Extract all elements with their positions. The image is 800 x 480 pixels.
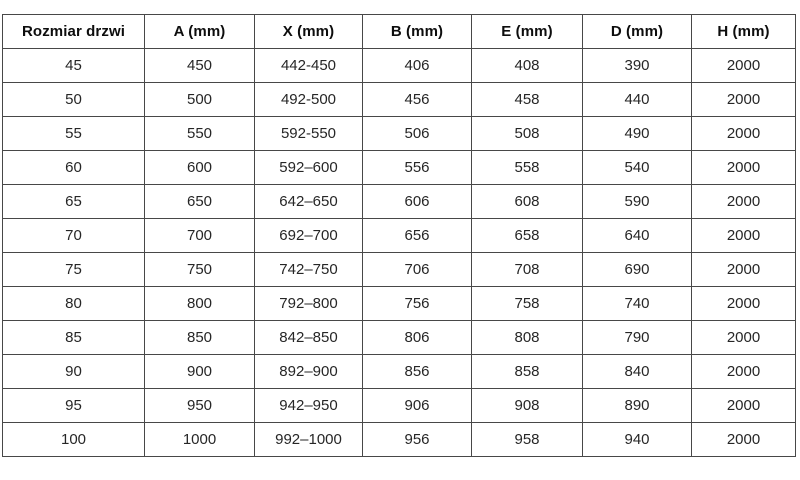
table-cell: 850 xyxy=(145,321,255,355)
table-cell: 950 xyxy=(145,389,255,423)
table-cell: 2000 xyxy=(692,423,796,457)
table-row xyxy=(3,117,796,151)
table-row xyxy=(3,389,796,423)
table-cell: 956 xyxy=(363,423,472,457)
column-header: A (mm) xyxy=(145,15,255,49)
table-cell: 808 xyxy=(472,321,583,355)
table-cell: 658 xyxy=(472,219,583,253)
table-cell: 2000 xyxy=(692,287,796,321)
table-cell: 656 xyxy=(363,219,472,253)
column-header: H (mm) xyxy=(692,15,796,49)
table-cell: 100 xyxy=(3,423,145,457)
table-row xyxy=(3,321,796,355)
door-size-table xyxy=(2,14,796,457)
table-row xyxy=(3,83,796,117)
table-cell: 650 xyxy=(145,185,255,219)
table-cell: 692–700 xyxy=(255,219,363,253)
table-cell: 55 xyxy=(3,117,145,151)
table-cell: 690 xyxy=(583,253,692,287)
table-cell: 2000 xyxy=(692,389,796,423)
table-cell: 442-450 xyxy=(255,49,363,83)
table-cell: 50 xyxy=(3,83,145,117)
table-cell: 740 xyxy=(583,287,692,321)
table-cell: 390 xyxy=(583,49,692,83)
table-cell: 60 xyxy=(3,151,145,185)
table-cell: 80 xyxy=(3,287,145,321)
table-cell: 406 xyxy=(363,49,472,83)
table-cell: 792–800 xyxy=(255,287,363,321)
table-cell: 1000 xyxy=(145,423,255,457)
table-cell: 742–750 xyxy=(255,253,363,287)
table-cell: 2000 xyxy=(692,321,796,355)
table-cell: 942–950 xyxy=(255,389,363,423)
table-cell: 70 xyxy=(3,219,145,253)
table-row xyxy=(3,219,796,253)
table-cell: 75 xyxy=(3,253,145,287)
table-cell: 890 xyxy=(583,389,692,423)
table-cell: 592-550 xyxy=(255,117,363,151)
table-cell: 708 xyxy=(472,253,583,287)
column-header: D (mm) xyxy=(583,15,692,49)
table-cell: 940 xyxy=(583,423,692,457)
table-cell: 642–650 xyxy=(255,185,363,219)
table-cell: 90 xyxy=(3,355,145,389)
table-cell: 45 xyxy=(3,49,145,83)
table-header xyxy=(3,15,796,49)
table-cell: 840 xyxy=(583,355,692,389)
table-cell: 790 xyxy=(583,321,692,355)
table-cell: 558 xyxy=(472,151,583,185)
table-cell: 750 xyxy=(145,253,255,287)
table-row xyxy=(3,253,796,287)
table-cell: 2000 xyxy=(692,151,796,185)
table-row xyxy=(3,423,796,457)
table-cell: 706 xyxy=(363,253,472,287)
table-cell: 2000 xyxy=(692,83,796,117)
table-cell: 492-500 xyxy=(255,83,363,117)
table-cell: 906 xyxy=(363,389,472,423)
table-cell: 2000 xyxy=(692,253,796,287)
table-row xyxy=(3,151,796,185)
table-cell: 900 xyxy=(145,355,255,389)
table-row xyxy=(3,355,796,389)
table-cell: 65 xyxy=(3,185,145,219)
table-cell: 908 xyxy=(472,389,583,423)
table-cell: 490 xyxy=(583,117,692,151)
table-cell: 440 xyxy=(583,83,692,117)
table-cell: 456 xyxy=(363,83,472,117)
table-cell: 592–600 xyxy=(255,151,363,185)
table-cell: 506 xyxy=(363,117,472,151)
column-header: B (mm) xyxy=(363,15,472,49)
table-cell: 500 xyxy=(145,83,255,117)
table-row xyxy=(3,185,796,219)
table-cell: 606 xyxy=(363,185,472,219)
table-cell: 856 xyxy=(363,355,472,389)
table-row xyxy=(3,287,796,321)
table-cell: 458 xyxy=(472,83,583,117)
table-cell: 2000 xyxy=(692,185,796,219)
header-row xyxy=(3,15,796,49)
table-cell: 2000 xyxy=(692,49,796,83)
table-cell: 958 xyxy=(472,423,583,457)
table-cell: 600 xyxy=(145,151,255,185)
table-cell: 590 xyxy=(583,185,692,219)
table-cell: 842–850 xyxy=(255,321,363,355)
door-size-spec-page xyxy=(0,14,800,480)
table-cell: 2000 xyxy=(692,117,796,151)
table-cell: 806 xyxy=(363,321,472,355)
table-cell: 508 xyxy=(472,117,583,151)
table-cell: 892–900 xyxy=(255,355,363,389)
table-row xyxy=(3,49,796,83)
table-cell: 800 xyxy=(145,287,255,321)
table-body xyxy=(3,49,796,457)
table-cell: 2000 xyxy=(692,355,796,389)
table-cell: 2000 xyxy=(692,219,796,253)
table-cell: 992–1000 xyxy=(255,423,363,457)
table-cell: 408 xyxy=(472,49,583,83)
column-header: Rozmiar drzwi xyxy=(3,15,145,49)
table-cell: 556 xyxy=(363,151,472,185)
table-cell: 85 xyxy=(3,321,145,355)
column-header: E (mm) xyxy=(472,15,583,49)
table-cell: 756 xyxy=(363,287,472,321)
table-cell: 758 xyxy=(472,287,583,321)
column-header: X (mm) xyxy=(255,15,363,49)
table-cell: 608 xyxy=(472,185,583,219)
table-cell: 540 xyxy=(583,151,692,185)
table-cell: 450 xyxy=(145,49,255,83)
table-cell: 640 xyxy=(583,219,692,253)
table-cell: 700 xyxy=(145,219,255,253)
table-cell: 550 xyxy=(145,117,255,151)
table-cell: 858 xyxy=(472,355,583,389)
table-cell: 95 xyxy=(3,389,145,423)
